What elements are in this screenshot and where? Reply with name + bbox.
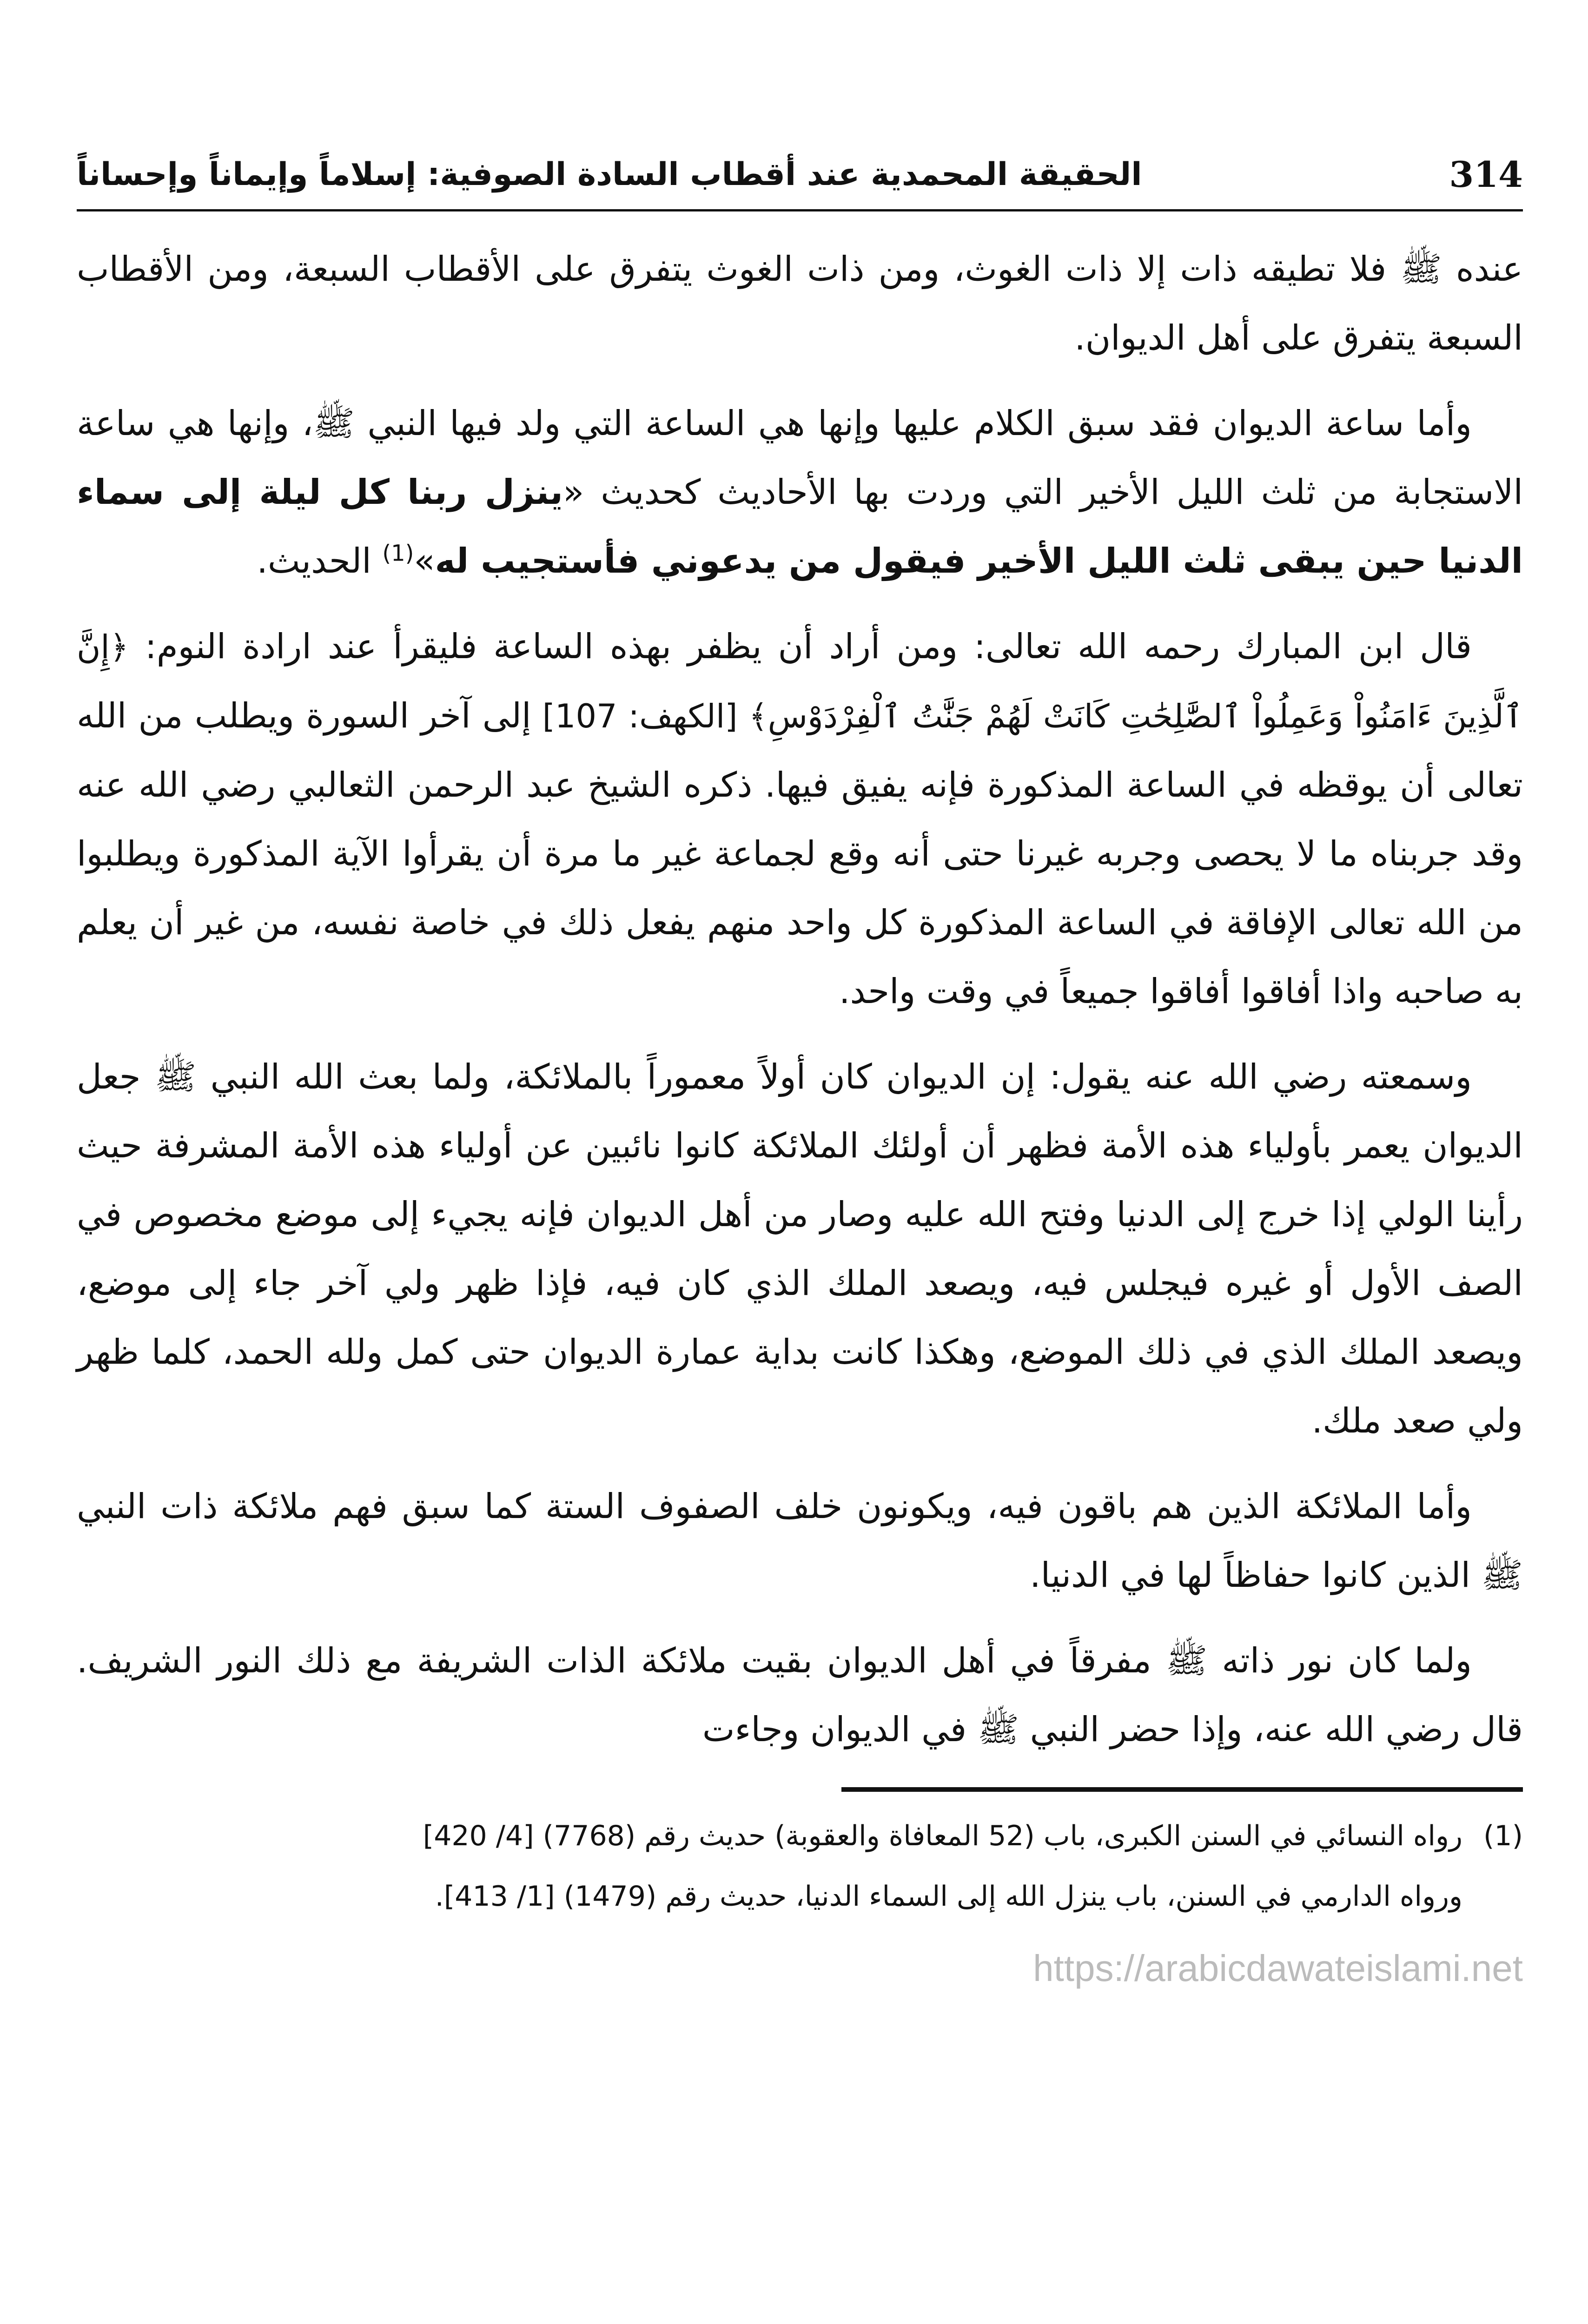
paragraph: وأما الملائكة الذين هم باقون فيه، ويكونون خلف الصفوف الستة كما سبق فهم ملائكة ذات النبي ﷺ الذين كانوا حفاظاً لها في الدنيا. [77, 1486, 1523, 1595]
footnote [77, 1806, 1523, 1866]
page-number: 314 [1449, 153, 1523, 195]
footnote-text: رواه النسائي في السنن الكبرى، باب (52 المعافاة والعقوبة) حديث رقم (7768) [4/ 420] [423, 1820, 1462, 1852]
paragraph: ولما كان نور ذاته ﷺ مفرقاً في أهل الديوان بقيت ملائكة الذات الشريفة مع ذلك النور الشريف. قال رضي الله عنه، وإذا حضر النبي ﷺ في الديوان وجاءت [77, 1641, 1523, 1750]
hadith-quote: ينزل ربنا كل ليلة إلى سماء الدنيا حين يبقى ثلث الليل الأخير فيقول من يدعوني فأستجيب له [77, 472, 1523, 581]
text: إلى آخر السورة ويطلب من الله تعالى أن يوقظه في الساعة المذكورة فإنه يفيق فيها. ذكره الشيخ عبد الرحمن الثعالبي رضي الله عنه وقد جربناه ما لا يحصى وجربه غيرنا حتى أنه وقع لجماعة غير ما مرة أن يقرأوا الآية المذكورة ويطلبوا من الله تعالى الإفاقة في الساعة المذكورة كل واحد منهم يفعل ذلك في خاصة نفسه، من غير أن يعلم به صاحبه واذا أفاقوا أفاقوا جميعاً في وقت واحد. [77, 696, 1523, 1011]
footnote-divider [841, 1787, 1523, 1792]
text: » [414, 541, 435, 581]
text: الحديث. [257, 541, 383, 581]
footnote-ref[interactable]: (1) [382, 540, 414, 567]
footnotes [77, 1806, 1523, 1927]
watermark-url: https://arabicdawateislami.net [1033, 1948, 1523, 1989]
paragraph [77, 389, 1523, 595]
paragraph: عنده ﷺ فلا تطيقه ذات إلا ذات الغوث، ومن ذات الغوث يتفرق على الأقطاب السبعة، ومن الأقطاب السبعة يتفرق على أهل الديوان. [77, 249, 1523, 358]
verse-reference: [الكهف: 107] [531, 697, 749, 735]
running-title: الحقيقة المحمدية عند أقطاب السادة الصوفية: إسلاماً وإيماناً وإحساناً [77, 156, 1142, 193]
paragraph: وسمعته رضي الله عنه يقول: إن الديوان كان أولاً معموراً بالملائكة، ولما بعث الله النبي ﷺ جعل الديوان يعمر بأولياء هذه الأمة فظهر أن أولئك الملائكة كانوا نائبين عن أولياء هذه الأمة المشرفة حيث رأينا الولي إذا خرج إلى الدنيا وفتح الله عليه وصار من أهل الديوان فإنه يجيء إلى موضع مخصوص في الصف الأول أو غيره فيجلس فيه، ويصعد الملك الذي كان فيه، فإذا ظهر ولي آخر جاء إلى موضع، ويصعد الملك الذي في ذلك الموضع، وهكذا كانت بداية عمارة الديوان حتى كمل ولله الحمد، كلما ظهر ولي صعد ملك. [77, 1057, 1523, 1441]
paragraph [77, 612, 1523, 1026]
footnote-text-continued: ورواه الدارمي في السنن، باب ينزل الله إلى السماء الدنيا، حديث رقم (1479) [1/ 413]. [435, 1880, 1462, 1913]
footnote-number: (1) [1483, 1820, 1523, 1852]
text: وأما ساعة الديوان فقد سبق الكلام عليها وإنها هي الساعة التي ولد فيها النبي ﷺ، وإنها هي ساعة الاستجابة من ثلث الليل الأخير التي وردت بها الأحاديث كحديث « [77, 403, 1523, 512]
quran-verse: ﴿إِنَّ ٱلَّذِينَ ءَامَنُواْ وَعَمِلُواْ ٱلصَّٰلِحَٰتِ كَانَتْ لَهُمْ جَنَّٰتُ ٱلْفِرْدَوْسِ﴾ [77, 628, 1523, 735]
running-header [77, 139, 1523, 211]
body-text [77, 235, 1523, 1764]
text: قال ابن المبارك رحمه الله تعالى: ومن أراد أن يظفر بهذه الساعة فليقرأ عند ارادة النوم: [128, 627, 1472, 667]
